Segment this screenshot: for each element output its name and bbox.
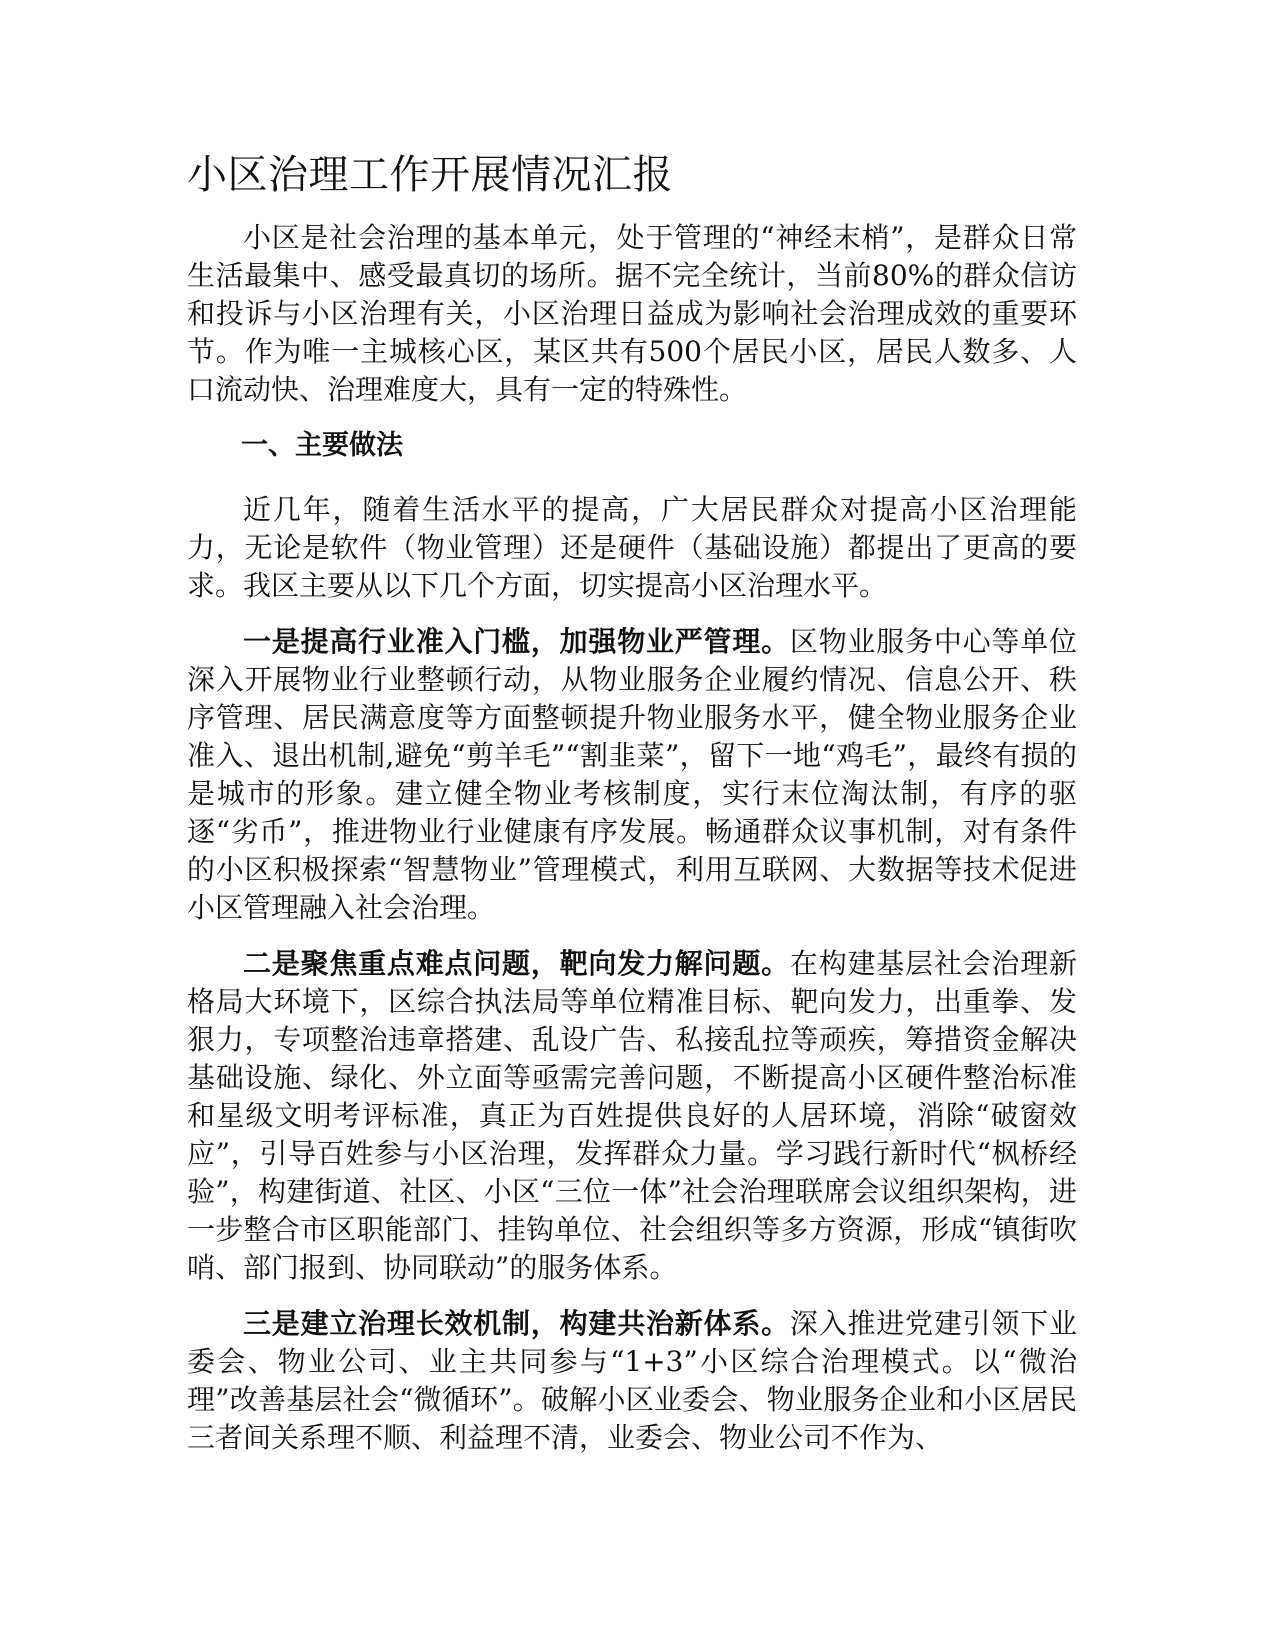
intro-paragraph: 小区是社会治理的基本单元，处于管理的“神经末梢”，是群众日常生活最集中、感受最真切的场所。据不完全统计，当前80%的群众信访和投诉与小区治理有关，小区治理日益成为影响社会治理成效的重要环节。作为唯一主城核心区，某区共有500个居民小区，居民人数多、人口流动快、治理难度大，具有一定的特殊性。 [187,221,1077,406]
section-intro-paragraph: 近几年，随着生活水平的提高，广大居民群众对提高小区治理能力，无论是软件（物业管理）还是硬件（基础设施）都提出了更高的要求。我区主要从以下几个方面，切实提高小区治理水平。 [187,493,1077,602]
document-title: 小区治理工作开展情况汇报 [187,152,673,198]
point-body-2: 在构建基层社会治理新格局大环境下，区综合执法局等单位精准目标、靶向发力，出重拳、发狠力，专项整治违章搭建、乱设广告、私接乱拉等顽疾，筹措资金解决基础设施、绿化、外立面等亟需完善问题，不断提高小区硬件整治标准和星级文明考评标准，真正为百姓提供良好的人居环境，消除“破窗效应”，引导百姓参与小区治理，发挥群众力量。学习践行新时代“枫桥经验”，构建街道、社区、小区“三位一体”社会治理联席会议组织架构，进一步整合市区职能部门、挂钩单位、社会组织等多方资源，形成“镇街吹哨、部门报到、协同联动”的服务体系。 [187,947,1077,1284]
point-body-3: 深入推进党建引领下业委会、物业公司、业主共同参与“1+3”小区综合治理模式。以“微治理”改善基层社会“微循环”。破解小区业委会、物业服务企业和小区居民三者间关系理不顺、利益理不清，业委会、物业公司不作为、 [187,1307,1077,1454]
document-page [187,145,1077,1475]
point-body-1: 区物业服务中心等单位深入开展物业行业整顿行动，从物业服务企业履约情况、信息公开、秩序管理、居民满意度等方面整顿提升物业服务水平，健全物业服务企业准入、退出机制,避免“剪羊毛”“割韭菜”，留下一地“鸡毛”，最终有损的是城市的形象。建立健全物业考核制度，实行末位淘汰制，有序的驱逐“劣币”，推进物业行业健康有序发展。畅通群众议事机制，对有条件的小区积极探索“智慧物业”管理模式，利用互联网、大数据等技术促进小区管理融入社会治理。 [187,625,1077,924]
section-heading: 一、主要做法 [241,430,403,461]
point-paragraph-1 [187,623,1077,927]
point-lead-3: 三是建立治理长效机制，构建共治新体系。 [243,1307,790,1340]
point-paragraph-2 [187,945,1077,1287]
point-lead-1: 一是提高行业准入门槛，加强物业严管理。 [243,625,790,658]
point-paragraph-3 [187,1305,1077,1457]
point-lead-2: 二是聚焦重点难点问题，靶向发力解问题。 [243,947,790,980]
